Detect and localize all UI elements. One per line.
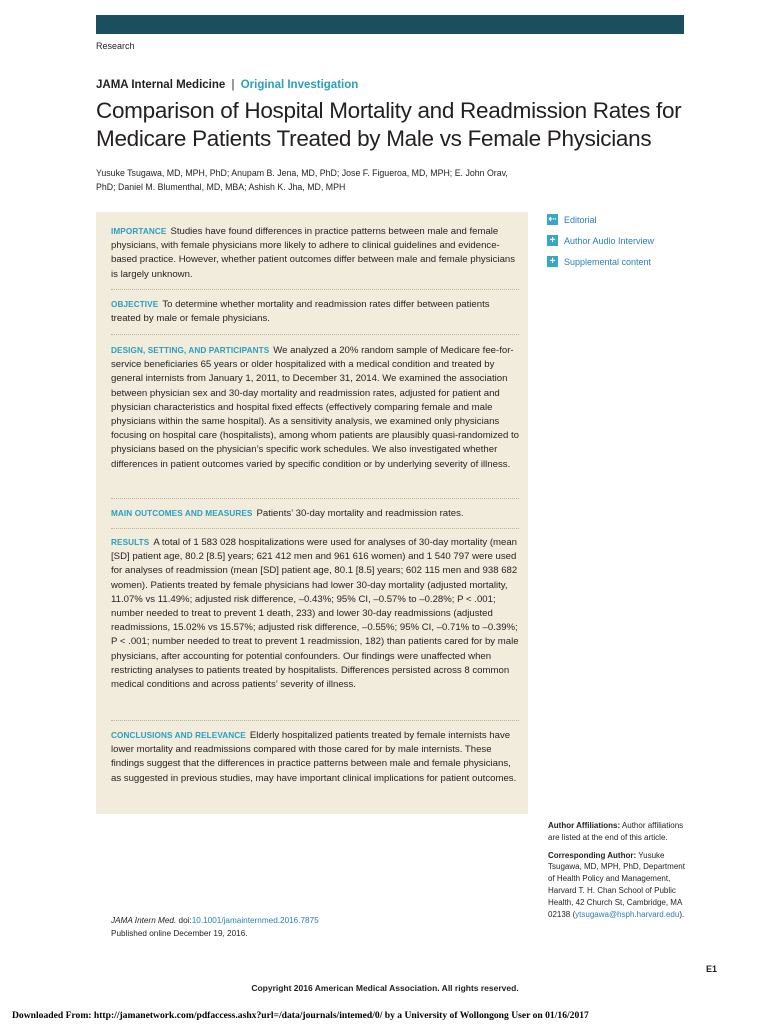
journal-separator: | xyxy=(231,79,235,91)
importance-heading: IMPORTANCE xyxy=(111,227,167,236)
corresponding-author-block xyxy=(548,850,688,921)
abstract-outcomes xyxy=(111,507,519,521)
plus-icon: + xyxy=(547,256,558,267)
copyright-notice: Copyright 2016 American Medical Association. All rights reserved. xyxy=(251,983,519,993)
section-label: Research xyxy=(96,41,135,51)
supplemental-content-link-label: Supplemental content xyxy=(564,256,652,267)
download-stamp: Downloaded From: http://jamanetwork.com/pdfaccess.ashx?url=/data/journals/intemed/0/ by a University of Wollongong User on 01/16/2017 xyxy=(12,1010,589,1021)
supplemental-content-link[interactable] xyxy=(547,251,654,272)
outcomes-heading: MAIN OUTCOMES AND MEASURES xyxy=(111,509,253,518)
published-date: Published online December 19, 2016. xyxy=(111,928,248,938)
author-list: Yusuke Tsugawa, MD, MPH, PhD; Anupam B. Jena, MD, PhD; Jose F. Figueroa, MD, MPH; E. John Orav, PhD; Daniel M. Blumenthal, MD, MBA; Ashish K. Jha, MD, MPH xyxy=(96,168,508,192)
abstract-importance xyxy=(111,225,519,282)
doi-link[interactable]: 10.1001/jamainternmed.2016.7875 xyxy=(191,916,319,925)
article-title: Comparison of Hospital Mortality and Readmission Rates for Medicare Patients Treated by Male vs Female Physicians xyxy=(96,98,682,151)
corresponding-text: Yusuke Tsugawa, MD, MPH, PhD, Department of Health Policy and Management, Harvard T. H. Chan School of Public Health, 42 Church St, Cambridge, MA 02138 ( xyxy=(548,850,685,919)
journal-name: JAMA Internal Medicine xyxy=(96,79,226,91)
audio-interview-link[interactable] xyxy=(547,230,654,251)
journal-line xyxy=(96,79,358,91)
affiliations-text: Author affiliations are listed at the end of this article. xyxy=(548,821,684,842)
affiliations-block xyxy=(548,820,688,844)
section-divider xyxy=(111,289,519,290)
design-text: We analyzed a 20% random sample of Medicare fee-for-service beneficiaries 65 years or older hospitalized with a medical condition and treated by general internists from January 1, 2011, to December 31, 2014. We examined the association between physician sex and 30-day mortality and readmission rates, adjusted for patient and physician characteristics and hospital fixed effects (effectively comparing female and male physicians within the same hospital). As a sensitivity analysis, we examined only physicians focusing on hospital care (hospitalists), among whom patients are plausibly quasi-randomized to physicians based on the physician’s specific work schedules. We also investigated whether differences in patient outcomes varied by specific condition or by underlying severity of illness. xyxy=(111,345,519,470)
page-number: E1 xyxy=(706,964,718,974)
corresponding-label: Corresponding Author: xyxy=(548,850,637,860)
doi-prefix: doi: xyxy=(178,916,192,925)
editorial-link-label: Editorial xyxy=(564,214,597,225)
section-divider xyxy=(111,498,519,499)
conclusions-heading: CONCLUSIONS AND RELEVANCE xyxy=(111,731,246,740)
outcomes-text: Patients’ 30-day mortality and readmission rates. xyxy=(256,508,464,519)
conclusions-text: Elderly hospitalized patients treated by female internists have lower mortality and readmissions compared with those cared for by male internists. These findings suggest that the differences in practice patterns between male and female physicians, as suggested in previous studies, may have important clinical implications for patient outcomes. xyxy=(111,730,517,784)
author-affiliations-note xyxy=(548,820,688,920)
section-divider xyxy=(111,334,519,335)
article-type: Original Investigation xyxy=(240,79,359,91)
abstract-objective xyxy=(111,298,519,326)
abstract-conclusions xyxy=(111,729,519,786)
author-email-link[interactable]: ytsugawa@hsph.harvard.edu xyxy=(575,909,680,919)
results-text: A total of 1 583 028 hospitalizations were used for analyses of 30-day mortality (mean [SD] patient age, 80.2 [8.5] years; 621 412 men and 961 616 women) and 1 540 797 were used for analyses of readmission (mean [SD] patient age, 80.1 [8.5] years; 602 115 men and 938 682 women). Patients treated by female physicians had lower 30-day mortality (adjusted mortality, 11.07% vs 11.49%; adjusted risk difference, –0.43%; 95% CI, –0.57% to –0.28%; P < .001; number needed to treat to prevent 1 death, 233) and lower 30-day readmissions (adjusted readmissions, 15.02% vs 15.57%; adjusted risk difference, –0.55%; 95% CI, –0.71% to –0.39%; P < .001; number needed to treat to prevent 1 readmission, 182) than patients cared for by male physicians, after accounting for potential confounders. Our findings were unaffected when restricting analyses to patients treated by hospitalists. Differences persisted across 8 common medical conditions and across patients’ severity of illness. xyxy=(111,537,519,691)
results-heading: RESULTS xyxy=(111,538,150,547)
corresponding-tail: ). xyxy=(679,909,685,919)
abstract-box xyxy=(96,212,528,814)
affiliations-label: Author Affiliations: xyxy=(548,821,621,830)
section-divider xyxy=(111,528,519,529)
objective-text: To determine whether mortality and readmission rates differ between patients treated by male or female physicians. xyxy=(111,299,490,325)
citation-line xyxy=(111,915,451,928)
back-arrow-icon: ⇠ xyxy=(548,214,557,225)
abstract-results xyxy=(111,536,519,692)
design-heading: DESIGN, SETTING, AND PARTICIPANTS xyxy=(111,346,270,355)
related-links xyxy=(547,209,654,272)
citation-block xyxy=(111,915,451,940)
objective-heading: OBJECTIVE xyxy=(111,300,159,309)
header-bar xyxy=(96,15,684,34)
editorial-link[interactable] xyxy=(547,209,654,230)
plus-icon: + xyxy=(547,235,558,246)
importance-text: Studies have found differences in practice patterns between male and female physicians, with female physicians more likely to adhere to clinical guidelines and evidence-based practice. However, whether patient outcomes differ between male and female physicians is largely unknown. xyxy=(111,226,516,280)
section-divider xyxy=(111,720,519,721)
audio-interview-link-label: Author Audio Interview xyxy=(564,235,655,246)
journal-abbrev: JAMA Intern Med. xyxy=(111,916,177,925)
abstract-design xyxy=(111,344,519,472)
